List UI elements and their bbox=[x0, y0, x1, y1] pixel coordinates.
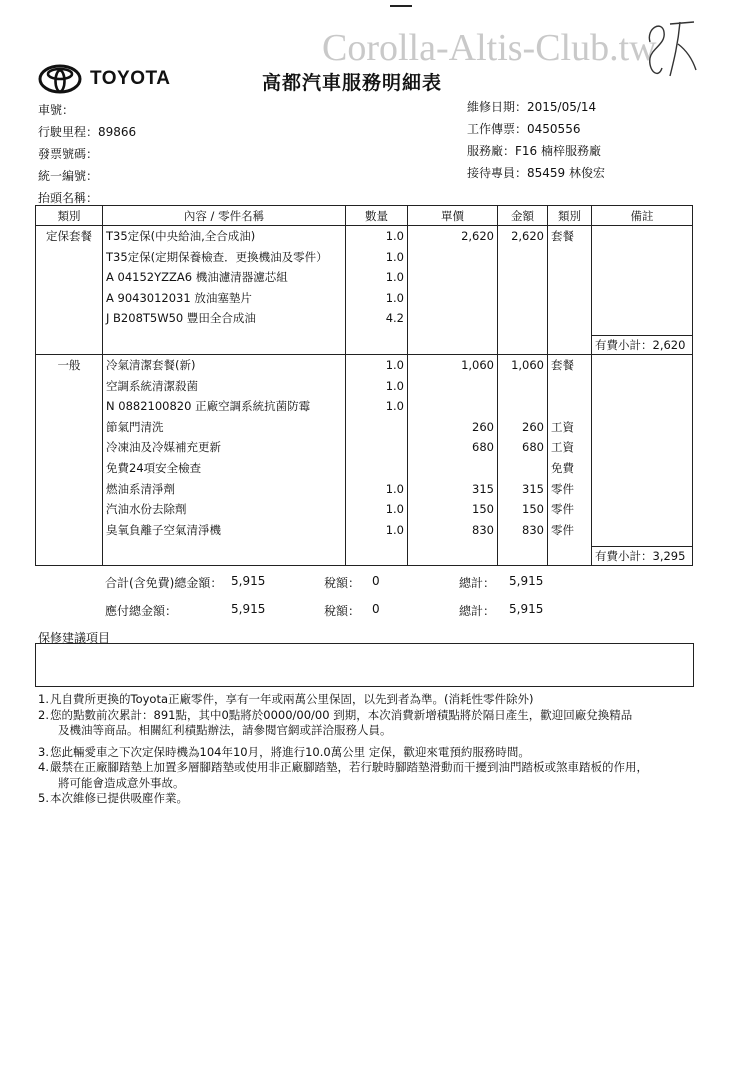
order-info-label: 接待專員： bbox=[467, 166, 528, 180]
table-cell-qty bbox=[346, 226, 408, 355]
cell-lines bbox=[548, 355, 591, 565]
table-cell-amount bbox=[498, 226, 548, 355]
note-line: 本次維修已提供吸塵作業。 bbox=[50, 791, 188, 805]
item-amount bbox=[498, 308, 547, 329]
column-header: 類別 bbox=[36, 206, 103, 226]
customer-info-label: 行駛里程： bbox=[38, 125, 99, 139]
item-amount bbox=[498, 376, 547, 397]
item-type: 零件 bbox=[551, 502, 574, 517]
item-desc: 臭氧負離子空氣清淨機 bbox=[106, 522, 221, 537]
order-info-value: 2015/05/14 bbox=[527, 100, 597, 114]
item-qty: 1.0 bbox=[385, 502, 404, 517]
item-type bbox=[548, 396, 591, 417]
item-desc: T35定保(中央給油,全合成油) bbox=[106, 229, 256, 243]
item-price bbox=[408, 458, 497, 479]
item-desc: N 0882100820 正廠空調系統抗菌防霉 bbox=[106, 399, 311, 414]
cell-lines bbox=[346, 226, 407, 354]
customer-info-row bbox=[38, 147, 98, 161]
item-price: 2,620 bbox=[461, 229, 494, 243]
customer-info-value: 89866 bbox=[98, 125, 137, 139]
table-cell-category bbox=[36, 355, 103, 566]
note-number: 1. bbox=[38, 692, 49, 706]
item-type: 工資 bbox=[551, 419, 574, 434]
order-info-value: 0450556 bbox=[527, 122, 581, 136]
customer-info-label: 抬頭名稱： bbox=[38, 191, 99, 205]
cell-lines bbox=[103, 355, 345, 565]
item-desc: 空調系統清潔殺菌 bbox=[106, 378, 198, 393]
item-type bbox=[548, 308, 591, 329]
item-qty: 1.0 bbox=[385, 270, 404, 285]
note-item bbox=[38, 760, 698, 791]
item-amount: 150 bbox=[522, 502, 544, 517]
cell-lines bbox=[36, 226, 102, 354]
item-qty: 1.0 bbox=[385, 358, 404, 372]
item-desc: 冷氣清潔套餐(新) bbox=[106, 358, 196, 372]
column-header: 數量 bbox=[346, 206, 408, 226]
note-line: 將可能會造成意外事故。 bbox=[58, 775, 185, 790]
column-header: 類別 bbox=[548, 206, 592, 226]
handwritten-mark bbox=[640, 14, 700, 84]
watermark: Corolla-Altis-Club.tw bbox=[322, 27, 657, 69]
item-qty: 1.0 bbox=[385, 481, 404, 496]
cell-lines bbox=[408, 226, 497, 354]
item-desc: J B208T5W50 豐田全合成油 bbox=[106, 311, 256, 326]
order-info-label: 維修日期： bbox=[467, 100, 528, 114]
item-price: 315 bbox=[472, 481, 494, 496]
item-price: 1,060 bbox=[461, 358, 494, 372]
note-item bbox=[38, 692, 698, 708]
grand-total-value: 5,915 bbox=[509, 602, 544, 616]
total-label: 應付總金額： bbox=[105, 604, 178, 618]
cell-lines bbox=[592, 355, 692, 565]
cell-lines bbox=[408, 355, 497, 565]
customer-info-label: 統一編號： bbox=[38, 169, 99, 183]
table-cell-type bbox=[548, 226, 592, 355]
note-line: 您此輛愛車之下次定保時機為104年10月，將進行10.0萬公里 定保，歡迎來電預約服務時間。 bbox=[50, 744, 530, 759]
note-item bbox=[38, 745, 698, 761]
total-amount: 5,915 bbox=[231, 574, 266, 588]
note-number: 3. bbox=[38, 744, 49, 759]
item-amount: 680 bbox=[522, 440, 544, 455]
item-price bbox=[408, 267, 497, 288]
customer-info-label: 車號： bbox=[38, 103, 75, 117]
item-amount bbox=[498, 288, 547, 309]
cell-lines bbox=[548, 226, 591, 354]
total-label: 合計(含免費)總金額： bbox=[105, 576, 223, 590]
table-cell-desc bbox=[103, 355, 346, 566]
item-type: 零件 bbox=[551, 481, 574, 496]
note-line: 嚴禁在正廠腳踏墊上加置多層腳踏墊或使用非正廠腳踏墊，若行駛時腳踏墊滑動而干擾到油門踏板或煞車踏板的作用， bbox=[50, 760, 648, 774]
item-type: 套餐 bbox=[551, 358, 574, 372]
suggestion-label: 保修建議項目 bbox=[38, 631, 111, 645]
item-type bbox=[548, 247, 591, 268]
item-desc: A 04152YZZA6 機油濾清器濾芯組 bbox=[106, 270, 288, 285]
document-title: 高都汽車服務明細表 bbox=[262, 72, 443, 94]
item-type: 零件 bbox=[551, 522, 574, 537]
item-desc: T35定保(定期保養檢查．更換機油及零件） bbox=[106, 249, 328, 264]
grand-total-label: 總計： bbox=[459, 576, 496, 590]
order-info-row bbox=[467, 144, 601, 158]
toyota-logo-icon bbox=[38, 64, 82, 94]
item-price bbox=[408, 396, 497, 417]
customer-info-row bbox=[38, 103, 74, 117]
order-info-row bbox=[467, 122, 580, 136]
order-info-row bbox=[467, 100, 596, 114]
table-row bbox=[36, 226, 693, 355]
scan-mark bbox=[390, 5, 412, 7]
table-cell-note bbox=[592, 226, 693, 355]
cell-lines bbox=[36, 355, 102, 565]
order-info-value: F16 楠梓服務廠 bbox=[515, 144, 602, 158]
grand-total-value: 5,915 bbox=[509, 574, 544, 588]
item-amount: 260 bbox=[522, 419, 544, 434]
category-label: 定保套餐 bbox=[46, 229, 92, 243]
customer-info-row bbox=[38, 191, 98, 205]
item-type: 工資 bbox=[551, 440, 574, 455]
table-header-row bbox=[36, 206, 693, 226]
note-item bbox=[38, 791, 698, 807]
item-price bbox=[408, 308, 497, 329]
item-amount: 830 bbox=[522, 522, 544, 537]
subtotal-label: 有費小計：2,620 bbox=[592, 335, 692, 354]
item-price: 150 bbox=[472, 502, 494, 517]
table-cell-qty bbox=[346, 355, 408, 566]
note-number: 2. bbox=[38, 707, 49, 722]
note-number: 5. bbox=[38, 791, 49, 805]
order-info-value: 85459 林俊宏 bbox=[527, 166, 606, 180]
item-desc: 免費24項安全檢查 bbox=[106, 460, 202, 475]
order-info-label: 服務廠： bbox=[467, 144, 516, 158]
subtotal-label: 有費小計：3,295 bbox=[592, 546, 692, 565]
customer-info-row bbox=[38, 169, 98, 183]
item-qty: 1.0 bbox=[385, 290, 404, 305]
note-line: 凡自費所更換的Toyota正廠零件，享有一年或兩萬公里保固，以先到者為準。(消耗性零件除外) bbox=[50, 692, 534, 706]
customer-info-row bbox=[38, 125, 136, 139]
item-qty bbox=[346, 458, 407, 479]
note-line: 您的點數前次累計：891點，其中0點將於0000/00/00 到期，本次消費新增積點將於隔日產生，歡迎回廠兌換精品 bbox=[50, 707, 633, 722]
note-line: 及機油等商品。相關紅利積點辦法，請參閱官網或詳洽服務人員。 bbox=[58, 723, 392, 737]
tax-label: 稅額： bbox=[324, 604, 361, 618]
tax-value: 0 bbox=[372, 574, 380, 588]
item-price bbox=[408, 288, 497, 309]
item-desc: 節氣門清洗 bbox=[106, 419, 164, 434]
item-desc: 汽油水份去除劑 bbox=[106, 502, 187, 517]
table-cell-category bbox=[36, 226, 103, 355]
order-info-label: 工作傳票： bbox=[467, 122, 528, 136]
cell-lines bbox=[592, 226, 692, 354]
item-amount bbox=[498, 247, 547, 268]
item-amount: 1,060 bbox=[511, 358, 544, 372]
column-header: 單價 bbox=[408, 206, 498, 226]
table-cell-amount bbox=[498, 355, 548, 566]
cell-lines bbox=[498, 226, 547, 354]
item-price: 260 bbox=[472, 419, 494, 434]
item-type: 套餐 bbox=[551, 229, 574, 243]
note-item bbox=[38, 708, 698, 739]
table-row bbox=[36, 355, 693, 566]
table-cell-note bbox=[592, 355, 693, 566]
notes-list bbox=[38, 692, 698, 807]
column-header: 內容 / 零件名稱 bbox=[103, 206, 346, 226]
column-header: 備註 bbox=[592, 206, 693, 226]
item-qty: 4.2 bbox=[385, 311, 404, 326]
item-qty: 1.0 bbox=[385, 522, 404, 537]
item-type bbox=[548, 267, 591, 288]
item-amount bbox=[498, 267, 547, 288]
table-cell-desc bbox=[103, 226, 346, 355]
total-amount: 5,915 bbox=[231, 602, 266, 616]
item-price bbox=[408, 376, 497, 397]
customer-info-label: 發票號碼： bbox=[38, 147, 99, 161]
brand-name: TOYOTA bbox=[90, 68, 171, 89]
order-info-row bbox=[467, 166, 605, 180]
tax-label: 稅額： bbox=[324, 576, 361, 590]
grand-total-label: 總計： bbox=[459, 604, 496, 618]
table-cell-price bbox=[408, 355, 498, 566]
item-price: 830 bbox=[472, 522, 494, 537]
item-qty bbox=[346, 437, 407, 458]
item-price: 680 bbox=[472, 440, 494, 455]
item-type bbox=[548, 376, 591, 397]
cell-lines bbox=[346, 355, 407, 565]
brand-logo bbox=[38, 64, 170, 94]
item-desc: 燃油系清淨劑 bbox=[106, 481, 175, 496]
note-number: 4. bbox=[38, 760, 49, 774]
item-price bbox=[408, 247, 497, 268]
item-desc: A 9043012031 放油塞墊片 bbox=[106, 290, 252, 305]
category-label: 一般 bbox=[57, 358, 81, 372]
item-qty: 1.0 bbox=[385, 249, 404, 264]
service-items-table bbox=[35, 205, 693, 566]
cell-lines bbox=[103, 226, 345, 354]
item-desc: 冷凍油及冷媒補充更新 bbox=[106, 440, 221, 455]
table-cell-price bbox=[408, 226, 498, 355]
item-amount bbox=[498, 396, 547, 417]
suggestion-box bbox=[35, 643, 694, 687]
item-amount: 2,620 bbox=[511, 229, 544, 243]
item-type: 免費 bbox=[551, 460, 574, 475]
cell-lines bbox=[498, 355, 547, 565]
item-qty: 1.0 bbox=[385, 229, 404, 243]
tax-value: 0 bbox=[372, 602, 380, 616]
item-qty: 1.0 bbox=[385, 399, 404, 414]
table-cell-type bbox=[548, 355, 592, 566]
item-amount bbox=[498, 458, 547, 479]
item-type bbox=[548, 288, 591, 309]
item-amount: 315 bbox=[522, 481, 544, 496]
column-header: 金額 bbox=[498, 206, 548, 226]
item-qty: 1.0 bbox=[385, 378, 404, 393]
item-qty bbox=[346, 417, 407, 438]
